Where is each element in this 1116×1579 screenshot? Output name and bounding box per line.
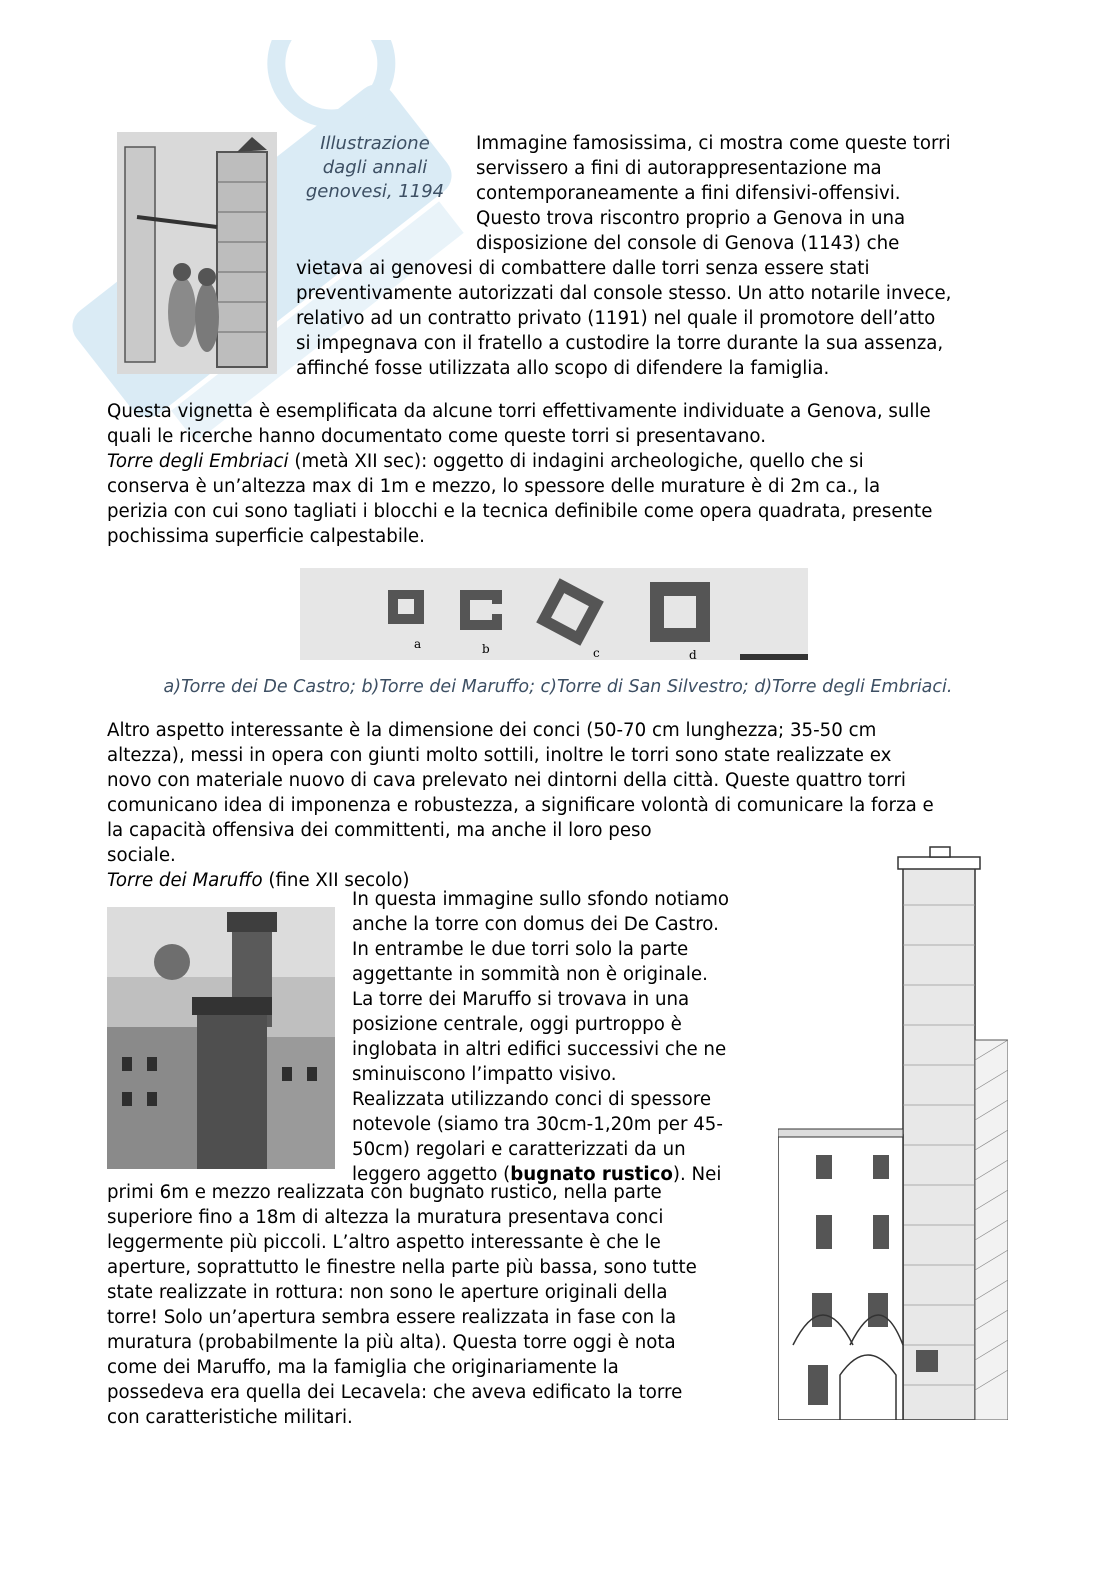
text-line: quali le ricerche hanno documentato come queste torri si presentavano. [107,426,767,447]
text-line: relativo ad un contratto privato (1191) nel quale il promotore dell’atto [296,308,936,329]
text-line: si impegnava con il fratello a custodire la torre durante la sua assenza, [296,333,944,354]
text-line: notevole (siamo tra 30cm-1,20m per 45- [352,1114,723,1135]
text-line: Questa vignetta è esemplificata da alcune torri effettivamente individuate a Genova, sulle [107,401,931,422]
text-line: La torre dei Maruffo si trovava in una [352,989,690,1010]
text-line: la capacità offensiva dei committenti, ma anche il loro peso [107,820,652,841]
text-line: leggermente più piccoli. L’altro aspetto interessante è che le [107,1232,661,1253]
text-line: sminuiscono l’impatto visivo. [352,1064,617,1085]
text-line: altezza), messi in opera con giunti molto sottili, inoltre le torri sono state realizzate ex [107,745,892,766]
caption-line: Illustrazione [320,133,430,154]
maruffo-photo [107,907,335,1169]
tower-elevation-drawing [778,845,1008,1420]
plans-caption: a)Torre dei De Castro; b)Torre dei Maruffo; c)Torre di San Silvestro; d)Torre degli Embriaci. [163,677,953,697]
text-line: primi 6m e mezzo realizzata con bugnato rustico, nella parte [107,1182,662,1203]
text-line: posizione centrale, oggi purtroppo è [352,1014,682,1035]
caption-line: genovesi, 1194 [305,181,445,202]
text-line: Questo trova riscontro proprio a Genova in una [476,208,906,229]
text-line: torre! Solo un’apertura sembra essere realizzata in fase con la [107,1307,677,1328]
text-line: muratura (probabilmente la più alta). Questa torre oggi è nota [107,1332,676,1353]
text-line: Torre degli Embriaci (metà XII sec): oggetto di indagini archeologiche, quello che si [107,451,864,472]
text-line: novo con materiale nuovo di cava prelevato nei dintorni della città. Queste quattro torri [107,770,906,791]
text-line: 50cm) regolari e caratterizzati da un [352,1139,686,1160]
text-line: anche la torre con domus dei De Castro. [352,914,719,935]
text-line: Altro aspetto interessante è la dimensione dei conci (50-70 cm lunghezza; 35-50 cm [107,720,877,741]
text-line: aggettante in sommità non è originale. [352,964,708,985]
plan-label-b: b [482,642,490,656]
text-line: Realizzata utilizzando conci di spessore [352,1089,712,1110]
text-line: affinché fosse utilizzata allo scopo di difendere la famiglia. [296,358,830,379]
text-line: state realizzate in rottura: non sono le aperture originali della [107,1282,668,1303]
text-line: inglobata in altri edifici successivi che ne [352,1039,727,1060]
maruffo-body-text [107,1180,697,1430]
text-line: Immagine famosissima, ci mostra come queste torri [476,133,951,154]
text-line: conserva è un’altezza max di 1m e mezzo, lo spessore delle murature è di 2m ca., la [107,476,881,497]
illustration-caption [295,132,455,204]
caption-line: dagli annali [322,157,428,178]
text-line: possedeva era quella dei Lecavela: che aveva edificato la torre [107,1382,683,1403]
text-line: disposizione del console di Genova (1143) che [476,233,900,254]
text-line: vietava ai genovesi di combattere dalle torri senza essere stati [296,258,870,279]
text-line: come dei Maruffo, ma la famiglia che originariamente la [107,1357,619,1378]
tower-plans-figure [300,568,808,660]
text-line: In questa immagine sullo sfondo notiamo [352,889,730,910]
embriaci-paragraph [107,399,932,549]
plan-label-a: a [414,637,422,651]
text-line: pochissima superficie calpestabile. [107,526,425,547]
text-line: leggero aggetto (bugnato rustico). Nei [352,1164,722,1185]
bugnato-rustico-term: bugnato rustico [510,1164,673,1185]
text-line: Torre dei Maruffo (fine XII secolo) [107,870,410,891]
text-line: aperture, soprattutto le finestre nella parte più bassa, sono tutte [107,1257,697,1278]
text-line: con caratteristiche militari. [107,1407,353,1428]
plan-label-c: c [593,646,600,660]
text-line: sociale. [107,845,176,866]
maruffo-title: Torre dei Maruffo [107,870,263,891]
text-line: comunicano idea di imponenza e robustezza, a significare volontà di comunicare la forza e [107,795,934,816]
embriaci-title: Torre degli Embriaci [107,451,289,472]
plan-label-d: d [689,648,697,660]
text-line: perizia con cui sono tagliati i blocchi e la tecnica definibile come opera quadrata, presente [107,501,933,522]
text-line: preventivamente autorizzati dal console stesso. Un atto notarile invece, [296,283,952,304]
text-line: In entrambe le due torri solo la parte [352,939,689,960]
maruffo-side-text [352,887,729,1187]
text-line: superiore fino a 18m di altezza la muratura presentava conci [107,1207,664,1228]
intro-paragraph-wide [296,256,951,381]
annals-illustration [117,132,277,374]
text-line: servissero a fini di autorappresentazione ma [476,158,882,179]
text-line: contemporaneamente a fini difensivi-offensivi. [476,183,901,204]
intro-paragraph-right [476,131,951,256]
